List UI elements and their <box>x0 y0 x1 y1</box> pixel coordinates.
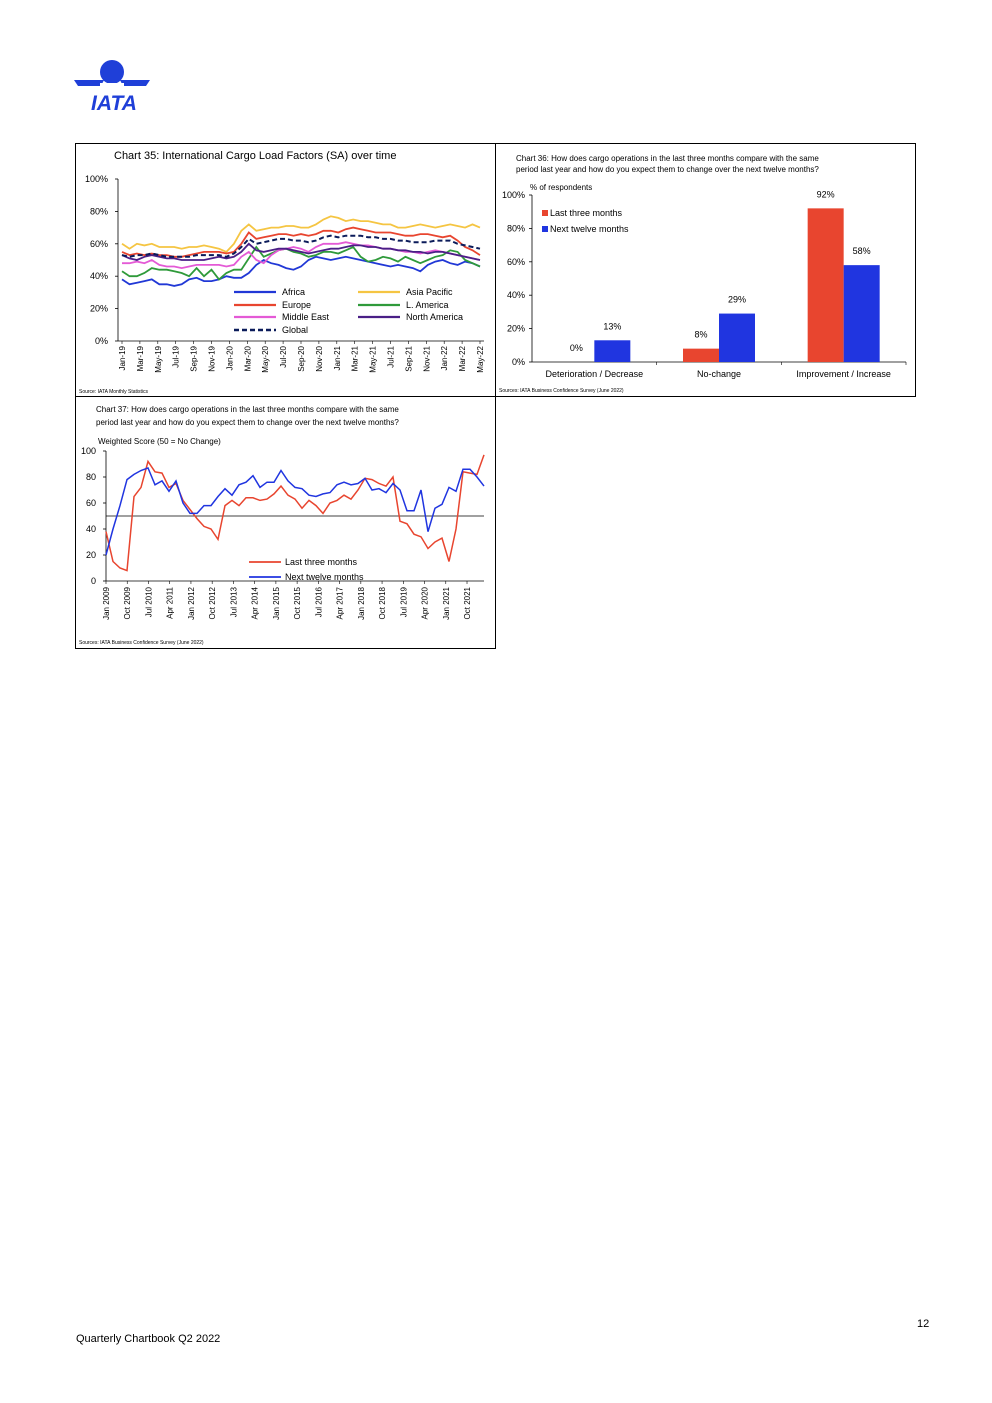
chart-37-y-tick-label: 60 <box>85 498 96 508</box>
chart-35-x-tick-label: Sep-20 <box>297 346 306 372</box>
chart-37-x-tick-label: Jul 2010 <box>144 587 154 618</box>
chart-35-x-tick-label: Jan-20 <box>225 346 235 371</box>
chart-35-title: Chart 35: International Cargo Load Factors (SA) over time <box>114 150 397 162</box>
chart-36-bar-next-twelve <box>719 314 755 362</box>
chart-37-x-tick-label: Jul 2016 <box>314 587 324 618</box>
chart-37-y-tick-label: 20 <box>85 550 96 560</box>
chart-35-x-axis <box>118 341 485 373</box>
chart-37-title-line-2: period last year and how do you expect them to change over the next twelve months? <box>96 418 399 427</box>
iata-logo <box>74 60 154 112</box>
chart-35-x-tick-label: Jan-22 <box>440 346 450 371</box>
chart-37-x-tick-label: Oct 2015 <box>293 587 303 620</box>
chart-35-x-tick-label: Nov-20 <box>314 346 324 372</box>
chart-36-legend-label: Next twelve months <box>550 224 629 234</box>
chart-35-panel <box>75 143 496 397</box>
document-title: Quarterly Chartbook Q2 2022 <box>76 1333 221 1345</box>
chart-37-x-tick-label: Jan 2015 <box>271 587 281 620</box>
chart-37-line-next-twelve <box>106 468 484 555</box>
chart-36-y-tick-label: 60% <box>506 256 525 267</box>
chart-36-y-tick-label: 0% <box>511 357 525 367</box>
chart-37-x-tick-label: Jul 2013 <box>229 587 239 618</box>
chart-35-x-tick-label: May-21 <box>368 346 378 373</box>
chart-36-legend-label: Last three months <box>550 208 623 218</box>
chart-36-y-tick-label: 40% <box>506 290 525 301</box>
chart-36-y-tick-label: 80% <box>506 223 525 234</box>
chart-35-x-tick-label: May-22 <box>476 346 485 373</box>
chart-37-x-tick-label: Oct 2021 <box>463 587 473 620</box>
page-number: 12 <box>917 1318 930 1330</box>
chart-36-title-line-1: Chart 36: How does cargo operations in the last three months compare with the same <box>516 154 819 163</box>
chart-36-bar-last-three <box>808 208 844 362</box>
chart-36-data-label: 92% <box>816 189 835 200</box>
chart-35-y-tick-label: 40% <box>89 271 108 282</box>
chart-35-legend-label: Europe <box>282 300 312 310</box>
chart-35-x-tick-label: Sep-19 <box>189 346 199 372</box>
chart-36-panel <box>495 143 916 397</box>
chart-37-x-tick-label: Oct 2018 <box>378 587 388 620</box>
chart-37-x-tick-label: Apr 2014 <box>250 587 260 620</box>
chart-37-x-tick-label: Oct 2012 <box>208 587 218 620</box>
chart-37-y-label: Weighted Score (50 = No Change) <box>98 437 221 446</box>
chart-35-legend <box>234 287 463 335</box>
chart-37-panel <box>75 396 496 649</box>
chart-37-x-tick-label: Jan 2021 <box>441 587 451 620</box>
chart-35-legend-label: Asia Pacific <box>406 287 453 297</box>
chart-37 <box>76 397 497 650</box>
chart-35-x-tick-label: Jan-19 <box>118 346 127 371</box>
chart-35-x-tick-label: Mar-20 <box>243 346 253 372</box>
chart-35-x-tick-label: Mar-22 <box>458 346 468 372</box>
chart-37-y-tick-label: 80 <box>85 472 96 482</box>
chart-35-x-tick-label: Jul-21 <box>386 346 396 368</box>
chart-35-x-tick-label: May-20 <box>261 346 271 373</box>
chart-36-y-axis <box>502 190 532 367</box>
iata-logo-text: IATA <box>91 92 137 112</box>
chart-37-title-line-1: Chart 37: How does cargo operations in the last three months compare with the same <box>96 405 399 414</box>
chart-36-data-label: 58% <box>852 246 871 257</box>
chart-35-y-tick-label: 80% <box>89 206 108 217</box>
chart-36 <box>496 144 917 398</box>
chart-37-y-tick-label: 100 <box>80 446 96 456</box>
chart-35-x-tick-label: Nov-19 <box>207 346 217 372</box>
chart-37-x-tick-label: Jan 2018 <box>356 587 366 620</box>
chart-35-x-tick-label: May-19 <box>153 346 163 373</box>
chart-37-legend-label: Next twelve months <box>285 572 364 582</box>
chart-36-data-label: 29% <box>727 294 747 305</box>
chart-35-x-tick-label: Jul-19 <box>171 346 181 368</box>
chart-35-y-tick-label: 100% <box>84 174 108 184</box>
chart-36-x-axis <box>532 362 906 379</box>
chart-36-data-label: 0% <box>569 343 583 353</box>
chart-35-y-axis <box>85 174 118 346</box>
chart-35-x-tick-label: Jan-21 <box>332 346 342 371</box>
chart-35-legend-label: L. America <box>406 300 449 310</box>
chart-37-legend-label: Last three months <box>285 557 358 567</box>
chart-37-line-last-three <box>106 455 484 571</box>
chart-35-legend-label: Global <box>282 325 309 335</box>
chart-35-source: Source: IATA Monthly Statistics <box>79 389 149 395</box>
chart-35-legend-label: Africa <box>282 287 306 297</box>
chart-36-bar-next-twelve <box>844 265 880 362</box>
chart-37-x-tick-label: Jul 2019 <box>399 587 409 618</box>
chart-37-y-tick-label: 0 <box>90 576 96 586</box>
chart-37-x-tick-label: Jan 2009 <box>102 587 111 620</box>
chart-37-x-tick-label: Apr 2011 <box>165 587 175 619</box>
chart-36-title-line-2: period last year and how do you expect them to change over the next twelve months? <box>516 165 819 174</box>
chart-37-source: Sources: IATA Business Confidence Survey (June 2022) <box>79 640 204 646</box>
chart-36-bar-last-three <box>683 349 719 362</box>
chart-36-legend-swatch <box>542 210 548 216</box>
chart-36-y-tick-label: 20% <box>506 323 525 334</box>
chart-35-legend-label: Middle East <box>282 312 330 322</box>
chart-36-y-label: % of respondents <box>530 183 593 192</box>
chart-35-line-middle-east <box>122 242 480 268</box>
chart-35-legend-label: North America <box>406 312 464 322</box>
chart-37-x-tick-label: Apr 2020 <box>420 587 430 620</box>
chart-36-category-label: Deterioration / Decrease <box>545 369 644 379</box>
chart-35-x-tick-label: Mar-19 <box>135 346 145 372</box>
chart-35-x-tick-label: Sep-21 <box>404 346 414 372</box>
chart-36-legend <box>542 208 629 234</box>
chart-36-bar-next-twelve <box>594 340 630 362</box>
chart-36-category-label: Improvement / Increase <box>796 369 891 379</box>
chart-35-y-tick-label: 20% <box>89 303 108 314</box>
chart-35-x-tick-label: Mar-21 <box>350 346 360 372</box>
chart-37-x-tick-label: Jan 2012 <box>186 587 196 620</box>
chart-37-x-tick-label: Oct 2009 <box>123 587 133 620</box>
chart-36-category-label: No-change <box>696 369 742 379</box>
chart-36-source: Sources: IATA Business Confidence Survey (June 2022) <box>499 388 624 394</box>
chart-36-y-tick-label: 100% <box>501 190 525 200</box>
chart-36-data-label: 8% <box>694 329 708 340</box>
chart-37-legend <box>249 557 364 582</box>
chart-36-legend-swatch <box>542 226 548 232</box>
chart-37-x-axis <box>102 516 484 620</box>
chart-35-y-tick-label: 0% <box>94 336 108 346</box>
chart-36-data-label: 13% <box>603 321 622 332</box>
chart-35 <box>76 144 497 398</box>
chart-37-x-tick-label: Apr 2017 <box>335 587 345 620</box>
chart-35-x-tick-label: Jul-20 <box>279 346 289 368</box>
chart-35-x-tick-label: Nov-21 <box>422 346 432 372</box>
chart-37-series <box>106 455 484 571</box>
chart-37-y-tick-label: 40 <box>85 524 96 534</box>
chart-37-y-axis <box>81 446 106 586</box>
chart-35-series <box>122 216 480 286</box>
chart-35-y-tick-label: 60% <box>89 238 108 249</box>
